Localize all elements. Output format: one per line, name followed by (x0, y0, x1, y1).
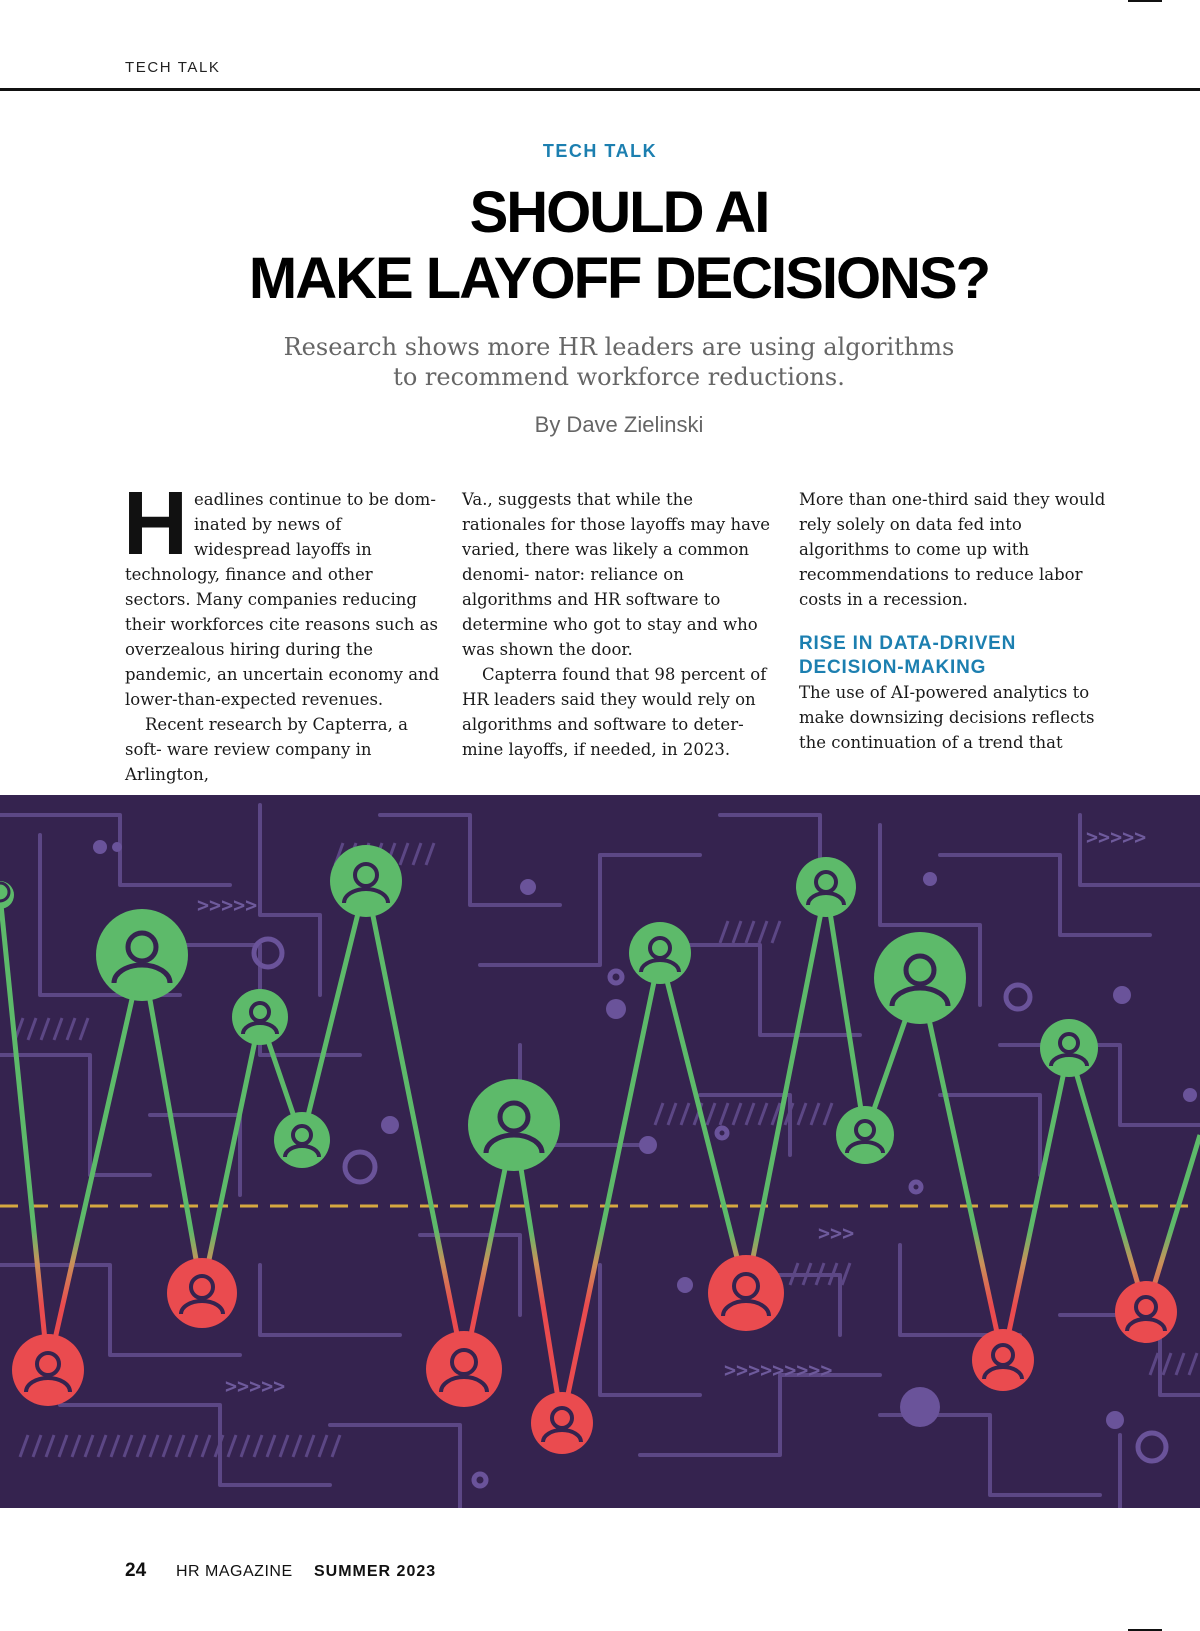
body-column-3 (799, 487, 1114, 755)
section-kicker: TECH TALK (542, 141, 658, 161)
arrow-mark-1: >>>>> (197, 893, 258, 917)
arrow-mark-2: >>>>> (225, 1374, 286, 1398)
employee-node-keep (330, 845, 402, 917)
paragraph-2: Recent research by Capterra, a soft- ware review company in Arlington, (125, 715, 408, 784)
employee-node-cut (167, 1258, 237, 1328)
article-dek (0, 332, 1200, 392)
paragraph-3: Va., suggests that while the rationales for those layoffs may have varied, there was likely a common denomi- nator: reliance on algorithms and HR software to determine who got to stay and who was shown the door. (462, 490, 771, 659)
arrow-mark-3: >>> (818, 1221, 855, 1245)
dek-line-2: to recommend workforce reductions. (393, 363, 845, 391)
crop-mark-top (1128, 0, 1162, 2)
employee-node-keep (836, 1106, 894, 1164)
issue-date: SUMMER 2023 (314, 1563, 437, 1580)
paragraph-1 (123, 474, 440, 712)
employee-node-cut (972, 1329, 1034, 1391)
paragraph-5: More than one-third said they would rely solely on data fed into algorithms to come up with recommendations to reduce labor costs in a recession. (799, 490, 1106, 609)
title-line-1: SHOULD AI (469, 180, 769, 245)
drop-cap: H (123, 474, 188, 574)
body-column-2 (462, 487, 777, 762)
employee-node-cut (426, 1331, 502, 1407)
paragraph-1-text: eadlines continue to be dom- inated by news of widespread layoffs in technology, finance and other sectors. Many companies reducing their workforces cite reasons such as overzealous hiring during the pandemic, an uncertain economy and lower-than-expected revenues. (125, 490, 440, 709)
employee-node-keep (796, 857, 856, 917)
employee-node-keep (274, 1112, 330, 1168)
employee-node-cut (531, 1392, 593, 1454)
employee-node-cut (1115, 1281, 1177, 1343)
employee-node-keep (232, 989, 288, 1045)
body-column-1 (123, 474, 440, 787)
employee-node-cut (12, 1334, 84, 1406)
layoff-algorithm-illustration (0, 795, 1200, 1508)
employee-node-keep (96, 909, 188, 1001)
employee-node-keep (468, 1079, 560, 1171)
paragraph-4: Capterra found that 98 percent of HR leaders said they would rely on algorithms and software to deter- mine layoffs, if needed, in 2023. (462, 665, 767, 759)
title-line-2: MAKE LAYOFF DECISIONS? (248, 246, 990, 311)
header-rule (0, 88, 1200, 91)
article-title (0, 180, 1200, 312)
employee-node-keep (874, 932, 966, 1024)
running-head: TECH TALK (125, 59, 221, 76)
employee-node-keep (629, 922, 691, 984)
byline: By Dave Zielinski (534, 412, 704, 437)
arrow-mark-4: >>>>>>>>> (724, 1358, 833, 1382)
employee-node-cut (708, 1255, 784, 1331)
paragraph-6: The use of AI-powered analytics to make downsizing decisions reflects the continuation of a trend that (799, 683, 1095, 752)
dek-line-1: Research shows more HR leaders are using algorithms (283, 333, 955, 361)
page-number: 24 (125, 1560, 147, 1581)
section-subhead: RISE IN DATA-DRIVEN DECISION-MAKING (799, 633, 1017, 678)
magazine-name: HR MAGAZINE (176, 1563, 293, 1580)
employee-node-keep (1040, 1019, 1098, 1077)
arrow-mark-5: >>>>> (1086, 825, 1147, 849)
